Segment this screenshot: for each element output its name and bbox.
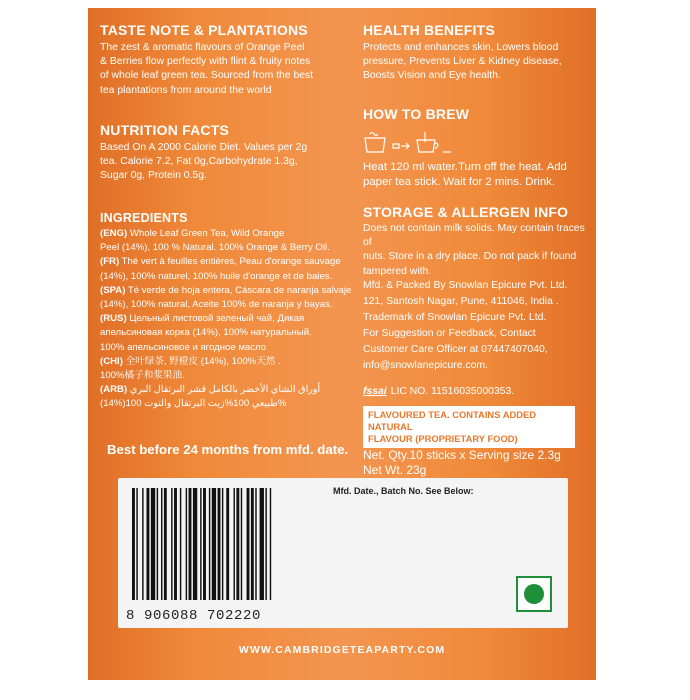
health-body: Protects and enhances skin, Lowers blood pressure, Prevents Liver & Kidney disease, Boosts Vision and Eye health. xyxy=(363,42,562,82)
ingredient-text: Whole Leaf Green Tea, Wild Orange Peel (14%), 100 % Natural. 100% Orange & Berry Oil. xyxy=(100,228,330,254)
barcode-bar xyxy=(241,488,242,600)
barcode-bar xyxy=(136,488,137,600)
barcode-bar xyxy=(236,488,239,600)
ingredient-rus xyxy=(100,312,358,355)
ingredients-title: INGREDIENTS xyxy=(100,211,188,225)
ingredient-arb xyxy=(100,383,358,411)
barcode-bar xyxy=(212,488,216,600)
barcode-bar xyxy=(251,488,254,600)
best-before: Best before 24 months from mfd. date. xyxy=(107,442,349,457)
barcode-bar xyxy=(247,488,250,600)
barcode-bar xyxy=(142,488,143,600)
label-box xyxy=(118,478,568,628)
barcode-bar xyxy=(209,488,210,600)
barcode-bar xyxy=(265,488,266,600)
ingredient-text: Цельный листовой зеленый чай, Дикая апельсиновая корка (14%), 100% натуральный. 100% апельсиновое и ягодное масло xyxy=(100,313,312,353)
barcode-bar xyxy=(180,488,181,600)
ingredient-text: Thé vert à feuilles entières, Peau d'orange sauvage (14%), 100% naturel, 100% huile d'orange et de baies. xyxy=(100,256,341,282)
taste-title: TASTE NOTE & PLANTATIONS xyxy=(100,22,308,38)
barcode-bar xyxy=(193,488,197,600)
brew-body: Heat 120 ml water.Turn off the heat. Add paper tea stick. Wait for 2 mins. Drink. xyxy=(363,161,567,188)
barcode-bar xyxy=(218,488,221,600)
storage-body: Does not contain milk solids. May contain traces of nuts. Store in a dry place. Do not pack if found tampered with. xyxy=(363,223,585,277)
ingredient-text: Té verde de hoja entera, Cáscara de naranja salvaje (14%), 100% natural, Aceite 100% de naranja y bayas. xyxy=(100,284,352,311)
barcode-bar xyxy=(270,488,271,600)
health-title: HEALTH BENEFITS xyxy=(363,22,495,38)
ingredient-text: 全叶绿茶, 野橙皮 (14%), 100%天然 . 100%橘子和浆果油. xyxy=(100,355,281,382)
ingredient-lang-label: (CHI) xyxy=(100,355,123,367)
storage-title: STORAGE & ALLERGEN INFO xyxy=(363,204,569,220)
nutrition-body: Based On A 2000 Calorie Diet. Values per 2g tea. Calorie 7.2, Fat 0g,Carbohydrate 1.3g, Sugar 0g, Protein 0.5g. xyxy=(100,142,308,182)
ingredient-lang-label: (SPA) xyxy=(100,284,126,296)
barcode-bar xyxy=(200,488,201,600)
veg-mark-icon xyxy=(516,576,552,612)
fssai-logo: fssai xyxy=(363,386,387,397)
ingredient-spa xyxy=(100,284,358,312)
ingredient-lang-label: (ENG) xyxy=(100,228,128,239)
manufacturer-info: Mfd. & Packed By Snowlan Epicure Pvt. Ltd. 121, Santosh Nagar, Pune, 411046, India . Trademark of Snowlan Epicure Pvt. Ltd. For Suggestion or Feedback, Contact Customer Care Officer at 07447407040, info@snowlanepicure.com. xyxy=(363,280,568,371)
barcode-bar xyxy=(151,488,155,600)
nutrition-title: NUTRITION FACTS xyxy=(100,122,229,138)
veg-dot xyxy=(524,584,544,604)
barcode-bar xyxy=(186,488,187,600)
ingredient-chi xyxy=(100,355,358,383)
ingredient-lang-label: (FR) xyxy=(100,256,120,268)
brew-steps-icon xyxy=(363,130,453,156)
barcode-bar xyxy=(157,488,158,600)
barcode-bar xyxy=(226,488,229,600)
license-line xyxy=(363,386,514,397)
barcode-bar xyxy=(164,488,167,600)
website: WWW.CAMBRIDGETEAPARTY.COM xyxy=(238,644,446,656)
barcode-bar xyxy=(132,488,135,600)
tea-pack-back xyxy=(88,8,596,680)
barcode-bar xyxy=(255,488,256,600)
barcode-bar xyxy=(203,488,206,600)
ingredient-fr xyxy=(100,255,358,283)
net-weight: Net Wt. 23g xyxy=(363,463,427,477)
ingredient-text: أوراق الشاي الأخضر بالكامل قشر البرتقال البري (14%)طبيعي 100%زيت البرتقال والتوت 100% xyxy=(100,384,321,410)
barcode-bar xyxy=(161,488,162,600)
barcode-bar xyxy=(171,488,172,600)
taste-body: The zest & aromatic flavours of Orange Peel & Berries flow perfectly with flint & fruity notes of whole leaf green tea. Sourced from the best tea plantations from around the world xyxy=(100,42,314,96)
barcode-bar xyxy=(234,488,235,600)
barcode-icon xyxy=(128,486,313,601)
mfd-batch-label: Mfd. Date., Batch No. See Below: xyxy=(333,486,474,496)
barcode-bar xyxy=(189,488,192,600)
net-quantity: Net. Qty.10 sticks x Serving size 2.3g xyxy=(363,448,561,462)
barcode-number: 8 906088 702220 xyxy=(126,608,262,624)
barcode-bar xyxy=(260,488,264,600)
license-number: LIC NO. 11516035000353. xyxy=(390,386,515,397)
ingredient-lang-label: (RUS) xyxy=(100,313,127,325)
ingredients-list xyxy=(100,227,358,412)
brew-title: HOW TO BREW xyxy=(363,106,470,122)
barcode-bar xyxy=(174,488,177,600)
flavoured-note: FLAVOURED TEA. CONTAINS ADDED NATURAL FLAVOUR (PROPRIETARY FOOD) xyxy=(363,406,575,448)
barcode-bar xyxy=(147,488,150,600)
ingredient-eng xyxy=(100,227,358,255)
ingredient-lang-label: (ARB) xyxy=(100,384,128,396)
barcode-bar xyxy=(222,488,223,600)
